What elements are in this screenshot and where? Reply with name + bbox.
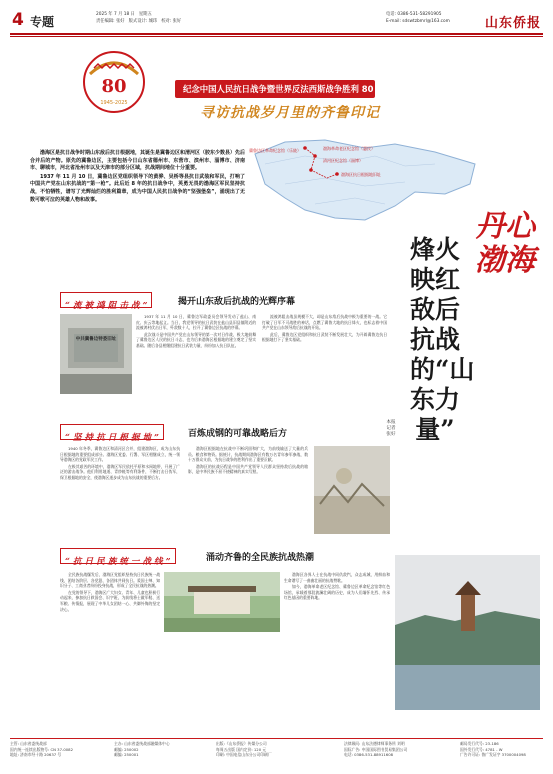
- byline: 本报记者 张好: [386, 420, 396, 437]
- paragraph: 渤海区各界人士在抗战中同仇敌忾，众志成城，用鲜血和生命谱写了一曲曲壮丽的抗战赞歌。: [284, 572, 390, 583]
- footer-col: [216, 741, 336, 758]
- section-1-col-2: [262, 314, 387, 344]
- footer-col: [460, 741, 543, 758]
- intro-text: [30, 150, 245, 205]
- map-marker: [309, 168, 313, 172]
- section-2-header: [60, 424, 390, 443]
- landscape-photo: [395, 555, 540, 710]
- proofreader: 校对: 张好: [161, 19, 182, 24]
- anniversary-title-bar: [175, 80, 394, 98]
- section-tag-text: “ 坚 持 抗 日 根 据 地 ”: [65, 433, 159, 443]
- headline-main: 丹心渤海: [475, 209, 535, 278]
- section-1-col-1: [136, 314, 256, 350]
- header-rule-thin: [10, 36, 543, 37]
- section-title: 百炼成钢的可靠战略后方: [188, 429, 288, 439]
- paragraph: 此次战斗是中国共产党在山东领导的第一次对日作战，极大地鼓舞了冀鲁边区人民的抗日斗志，也为后来渤海区根据地的建立奠定了坚实基础。随后各县相继组建抗日武装力量，纷纷加入抗日队伍。: [136, 331, 256, 348]
- footer-line: 每周五出版 国内定价: 120 元: [216, 746, 267, 752]
- issue-date: 2025 年 7 月 18 日: [96, 12, 135, 17]
- footer-line: 国外发行代号: 4781 - W: [460, 746, 503, 752]
- editor: 责任编辑: 张好: [96, 19, 125, 24]
- anniversary-emblem: [80, 48, 148, 118]
- emblem-years: 1945-2025: [100, 100, 128, 106]
- section-3-col-2: [284, 572, 390, 602]
- map-label: 渤海革命老区纪念馆（惠民）: [323, 146, 375, 151]
- header-rule: [10, 33, 543, 35]
- section-1-header: [60, 292, 390, 311]
- footer-line: 邮编: 250001: [114, 752, 139, 757]
- section-3-header: [60, 548, 390, 567]
- footer-line: 主办: 山东省委统战部融媒体中心: [114, 741, 170, 746]
- anniversary-title: 纪念中国人民抗日战争暨世界反法西斯战争胜利 80 周年: [183, 84, 394, 94]
- photo-caption: 中共冀鲁边特委旧址: [75, 337, 117, 342]
- memorial-photo: [60, 314, 132, 394]
- section-3-col-1: [60, 572, 160, 613]
- section-title: 涌动齐鲁的全民族抗战热潮: [206, 553, 315, 563]
- footer-line: 印刷: 中国电信山东分公司印刷厂: [216, 752, 272, 757]
- memorial-hall-photo: [164, 572, 280, 632]
- footer-line: 广告许可证: 鲁广发证字 3700004098: [460, 752, 526, 757]
- section-name: 专题: [30, 15, 55, 29]
- footer-line: 国际广告: 中国国际图书贸易集团公司: [344, 746, 408, 752]
- footer-line: 出版:《山东侨报》传媒分公司: [216, 741, 267, 746]
- battle-photo: [314, 446, 390, 534]
- section-tag: [60, 424, 164, 443]
- footer-line: 邮编: 250002: [114, 746, 139, 752]
- footer-line: 邮局发行代号: 23-186: [460, 741, 499, 746]
- section-title: 揭开山东敌后抗战的光辉序幕: [178, 297, 296, 307]
- footer-col: [114, 741, 210, 758]
- map-marker: [313, 154, 317, 158]
- headline-sub: 烽火映红敌后抗战的“山东力量”: [410, 235, 475, 444]
- section-tag-text: “ 流 被 鸿 阻 击 战 ”: [65, 301, 148, 311]
- footer-line: 主管: 山东省委统战部: [10, 741, 47, 746]
- map-label: 清河区纪念馆（淄博）: [323, 158, 363, 163]
- contact-email: E-mail: sdswtzbmrl@163.com: [386, 19, 450, 24]
- designer: 版式设计: 城玮: [128, 19, 158, 24]
- page-header: [10, 10, 543, 32]
- paragraph: 在极其艰苦的环境中，渤海区军民依托平原和水网地带，开展了广泛的游击战争。他们利用地道、青纱帐等有利条件，不断打击日伪军，保卫根据地的安全，使渤海区逐步成为山东抗战的重要后方。: [60, 463, 180, 480]
- section-tag: [60, 292, 152, 311]
- footer-line: 地址: 济南市经十路 20637 号: [10, 752, 62, 757]
- footer-line: 电话: 0386-531-88911608: [344, 752, 394, 757]
- map-label: 渤海区抗日根据地旧址: [341, 172, 381, 177]
- issue-info: [96, 11, 185, 25]
- section-2-col-2: [188, 446, 308, 476]
- newspaper-logo: 山东侨报: [484, 16, 541, 31]
- paragraph: 1937 年 11 月 10 日，冀鲁边军政委员会领导发动了盐山、南皮、庆云等地起义。当日，我党领导的抗日武装在盐山县旧县镇附近的流被鸿村伏击日军，歼敌数十人，拉开了冀鲁边区抗战的序幕。: [136, 314, 256, 331]
- paragraph: 此后，冀鲁边区党组织和抗日武装不断发展壮大，为开辟冀鲁边抗日根据地打下了坚实基础。: [262, 331, 387, 343]
- paragraph: 全民族抗战爆发后，渤海区党组织坚持抗日民族统一战线，团结各阶层、各党派、各团体共同抗日。爱国士绅、知识分子、工商业者纷纷投身抗战，形成了全民抗战的热潮。: [60, 572, 160, 589]
- paragraph: 流被鸿阻击战虽规模不大，却是山东敌后抗战中极为重要的一战。它打破了日军不可战胜的神话，点燃了冀鲁大地的抗日烽火，也标志着中国共产党在山东领导敌后抗战的开始。: [262, 314, 387, 331]
- section-tag-text: “ 抗 日 民 族 统 一 战 线 ”: [65, 557, 171, 567]
- footer-col: [344, 741, 454, 758]
- paragraph: 1940 年冬季，冀鲁边区和清河区合并，组建渤海区，成为山东抗日根据地的重要组成部分。渤海区党委、行署、军区相继成立，统一领导渤海区的党政军民工作。: [60, 446, 180, 463]
- map-label: 冀鲁边区革命纪念馆（乐陵）: [249, 148, 301, 153]
- intro-paragraph: 渤海区是抗日战争时期山东敌后抗日根据地，其诞生是冀鲁边区和清河区（胶东少数县）先后合并后的产物。原先的冀鲁边区，主要包括今日山东省德州市、东营市、滨州市、淄博市、济南市、聊城市，河北省沧州市以及天津市的部分区域，抗战期间地位十分重要。: [30, 150, 246, 172]
- series-subtitle: 寻访抗战岁月里的齐鲁印记: [200, 105, 380, 121]
- page-number: 4: [12, 10, 24, 30]
- footer-line: 法律顾问: 山东法德律师事务所 刘明: [344, 741, 405, 746]
- paragraph: 渤海区的抗战历程是中国共产党领导人民群众坚持敌后抗战的缩影，是中华民族不屈不挠精神的真实写照。: [188, 463, 308, 475]
- paragraph: 如今，渤海革命老区纪念馆、冀鲁边区革命纪念馆等红色场馆，承载着那段波澜壮阔的历史，成为人们缅怀先烈、传承红色基因的重要阵地。: [284, 584, 390, 601]
- paragraph: 渤海区根据地在抗战中不断巩固和扩大，为前线输送了大量的兵员、粮食和物资。据统计，抗战期间渤海区有数万名青年参军参战，数十万群众支前，为抗日战争的胜利作出了重要贡献。: [188, 446, 308, 463]
- map-marker: [335, 172, 339, 176]
- map-marker: [303, 146, 307, 150]
- section-2-col-1: [60, 446, 180, 482]
- page-footer: [10, 741, 543, 769]
- contact-info: [386, 11, 450, 25]
- issue-weekday: 星期五: [138, 12, 152, 17]
- footer-line: 国内统一连续出版物号: CN 37-0082: [10, 746, 74, 752]
- contact-phone: 电话: 0386-531-58291905: [386, 12, 442, 17]
- paragraph: 在党的领导下，渤海区广大妇女、青年、儿童也积极行动起来，参加抗日救国会、识字班，为前线将士做军鞋、送军粮、传情报，展现了中华儿女团结一心、共御外侮的坚定决心。: [60, 589, 160, 612]
- footer-rule: [10, 738, 543, 739]
- intro-paragraph: 1937 年 11 月 10 日，冀鲁边区党组织领导下的黄骅、吴桥等县抗日武装和军民，打响了中国共产党在山东抗战的“第一枪”。此后近 8 年的抗日战争中，英勇无畏的渤海区军民坚持抗战，不怕牺牲，谱写了光辉灿烂的胜利篇章，成为中国人民抗日战争的“坚强堡垒”，涌现出了无数可歌可泣的英雄人物和故事。: [30, 173, 245, 203]
- emblem-number: 80: [101, 76, 127, 97]
- section-tag: [60, 548, 176, 567]
- shandong-map: [245, 134, 485, 226]
- footer-col: [10, 741, 110, 758]
